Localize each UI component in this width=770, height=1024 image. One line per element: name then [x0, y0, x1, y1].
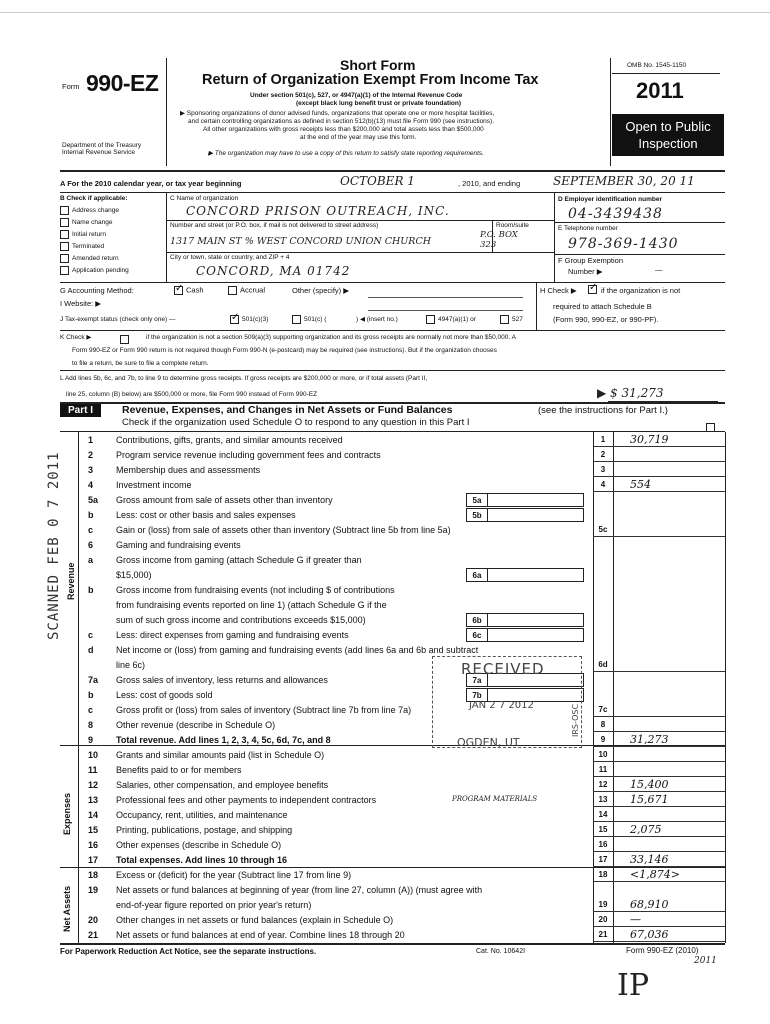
check-amended-return[interactable]: Amended return — [60, 254, 129, 266]
table-row — [60, 883, 760, 897]
row-number-box: 17 — [598, 855, 608, 864]
line-number: 8 — [88, 720, 94, 730]
table-row — [60, 463, 760, 477]
header-divider-left — [166, 58, 167, 166]
line-text: Net income or (loss) from gaming and fundraising events (add lines 6a and 6b and subtract — [116, 645, 479, 655]
other-method-line — [368, 297, 523, 298]
amount-field[interactable]: 15,400 — [630, 778, 669, 791]
part1-bottom-rule — [60, 943, 725, 945]
inner-amount-field[interactable] — [488, 568, 584, 582]
table-row — [60, 628, 760, 642]
revenue-side-label: Revenue — [66, 562, 76, 600]
amount-field[interactable]: 554 — [630, 478, 651, 491]
line-number: c — [88, 630, 94, 640]
header-divider-right — [610, 58, 611, 166]
row-number-box: 8 — [600, 720, 606, 729]
amount-field[interactable]: 15,671 — [630, 793, 669, 806]
sponsoring-note-4: at the end of the year may use this form. — [300, 134, 417, 141]
amount-field[interactable]: 30,719 — [630, 433, 669, 446]
phone-value[interactable]: 978-369-1430 — [568, 236, 679, 252]
tax-year-end: SEPTEMBER 30, 20 11 — [553, 174, 695, 188]
table-row — [60, 808, 760, 822]
table-row — [60, 538, 760, 552]
line-number: 15 — [88, 825, 99, 835]
line-number: c — [88, 705, 94, 715]
room-label: Room/suite — [496, 222, 529, 229]
line-text: Contributions, gifts, grants, and similar amounts received — [116, 435, 343, 445]
line-text: Less: cost of goods sold — [116, 690, 213, 700]
check-application-pending[interactable]: Application pending — [60, 266, 129, 278]
line-number: 18 — [88, 870, 99, 880]
line-number: d — [88, 645, 94, 655]
cat-number: Cat. No. 10642I — [476, 948, 526, 955]
table-row — [60, 898, 760, 912]
website-label: I Website: ▶ — [60, 299, 102, 308]
table-row — [60, 868, 760, 882]
line-text: Occupancy, rent, utilities, and maintenance — [116, 810, 288, 820]
inner-amount-field[interactable] — [488, 613, 584, 627]
line-number: 5a — [88, 495, 99, 505]
line-number: 6 — [88, 540, 94, 550]
line-text: Gross income from fundraising events (not including $ of contributions — [116, 585, 395, 595]
j-501c[interactable]: 501(c) ( — [292, 315, 326, 324]
schedule-b-checkbox[interactable]: ✓ — [589, 282, 598, 293]
k-label: K Check ▶ — [60, 334, 92, 341]
table-row — [60, 523, 760, 537]
omb-rule — [612, 73, 720, 74]
row-number-box: 5c — [598, 525, 608, 534]
part1-rule — [60, 431, 725, 432]
check-address-change[interactable]: Address change — [60, 206, 129, 218]
table-row — [60, 508, 760, 522]
cash-option[interactable]: ✓ Cash — [175, 283, 204, 295]
line-number: 7a — [88, 675, 99, 685]
amount-field[interactable]: 68,910 — [630, 898, 669, 911]
page-title: Return of Organization Exempt From Income Tax — [202, 72, 539, 88]
street-address[interactable]: 1317 MAIN ST % WEST CONCORD UNION CHURCH — [170, 236, 432, 247]
row-number-box: 16 — [598, 840, 608, 849]
b-label: B Check if applicable: — [60, 195, 128, 202]
line-number: 20 — [88, 915, 99, 925]
e-label: E Telephone number — [558, 225, 618, 232]
line-number: b — [88, 690, 94, 700]
line-text: Gross profit or (loss) from sales of inventory (Subtract line 7b from line 7a) — [116, 705, 412, 715]
row-number-box: 11 — [598, 765, 608, 774]
handwritten-year: 2011 — [694, 956, 717, 966]
inner-box-label: 5b — [466, 508, 488, 522]
k-text-2: Form 990-EZ or Form 990 return is not required though Form 990-N (e-postcard) may be required (see instructions). But if the organization chooses — [72, 347, 497, 354]
org-name[interactable]: CONCORD PRISON OUTREACH, INC. — [186, 204, 450, 218]
line-text: Professional fees and other payments to independent contractors — [116, 795, 377, 805]
table-row — [60, 568, 760, 582]
table-row — [60, 823, 760, 837]
line-number: 2 — [88, 450, 94, 460]
header-rule — [60, 170, 725, 172]
row-number-box: 1 — [600, 435, 606, 444]
handwritten-initials: IP — [617, 968, 650, 1003]
handwritten-note: PROGRAM MATERIALS — [452, 795, 538, 803]
street-label: Number and street (or P.O. box, if mail is not delivered to street address) — [170, 222, 379, 229]
table-row — [60, 493, 760, 507]
open-to-public-badge: Open to Public Inspection — [612, 114, 724, 156]
part1-check-line: Check if the organization used Schedule O to respond to any question in this Part I — [122, 417, 470, 428]
line-text: Other changes in net assets or fund balances (explain in Schedule O) — [116, 915, 394, 925]
form-number: 990-EZ — [86, 70, 159, 96]
table-row — [60, 778, 760, 792]
website-line — [368, 310, 523, 311]
line-text: Grants and similar amounts paid (list in Schedule O) — [116, 750, 325, 760]
scanned-stamp: SCANNED FEB 0 7 2011 — [46, 451, 62, 640]
check-terminated[interactable]: Terminated — [60, 242, 129, 254]
check-initial-return[interactable]: Initial return — [60, 230, 129, 242]
line-number: 11 — [88, 765, 98, 775]
ein-value[interactable]: 04-3439438 — [568, 206, 663, 222]
inner-box-label: 6a — [466, 568, 488, 582]
j-insert: ) ◀ (insert no.) — [356, 316, 398, 323]
copy-note: ▶ The organization may have to use a copy of this return to satisfy state reporting requirements. — [208, 150, 484, 157]
c-rule-1 — [166, 220, 554, 221]
table-row — [60, 703, 760, 717]
inner-box-label: 6b — [466, 613, 488, 627]
line-text: from fundraising events reported on line 1) (attach Schedule G if the — [116, 600, 387, 610]
gross-receipts-value[interactable]: ▶ $ 31,273 — [597, 386, 664, 400]
line-number: 16 — [88, 840, 99, 850]
table-row — [60, 583, 760, 597]
c-rule-2 — [166, 252, 554, 253]
net-assets-side-label: Net Assets — [62, 885, 72, 932]
line-text: Gain or (loss) from sale of assets other than inventory (Subtract line 5b from line 5a) — [116, 525, 451, 535]
omb-number: OMB No. 1545-1150 — [627, 62, 687, 69]
line-text: Other revenue (describe in Schedule O) — [116, 720, 276, 730]
amount-field[interactable]: — — [630, 913, 641, 926]
line-text: Other expenses (describe in Schedule O) — [116, 840, 282, 850]
c-bottom-rule — [60, 282, 725, 283]
scan-edge — [0, 12, 770, 13]
h-label: H Check ▶ — [540, 286, 577, 295]
line-number: 14 — [88, 810, 99, 820]
line-text: Membership dues and assessments — [116, 465, 261, 475]
k-text-3: to file a return, be sure to file a complete return. — [72, 360, 209, 367]
line-number: 21 — [88, 930, 99, 940]
h-text-3: (Form 990, 990-EZ, or 990-PF). — [553, 315, 659, 324]
row-number-box: 21 — [598, 930, 608, 939]
line-number: 3 — [88, 465, 94, 475]
form-prefix: Form — [62, 82, 80, 91]
line-text: Excess or (deficit) for the year (Subtract line 17 from line 9) — [116, 870, 352, 880]
row-number-box: 15 — [598, 825, 608, 834]
received-city: OGDEN, UT — [457, 736, 520, 749]
department: Department of the Treasury Internal Revenue Service — [62, 142, 142, 157]
line-text: Total expenses. Add lines 10 through 16 — [116, 855, 288, 865]
j-label: J Tax-exempt status (check only one) — — [60, 316, 176, 323]
table-row — [60, 613, 760, 627]
j-501c3[interactable]: ✓ 501(c)(3) — [231, 312, 269, 324]
table-row — [60, 838, 760, 852]
c-label: C Name of organization — [170, 195, 239, 202]
row-number-box: 4 — [600, 480, 606, 489]
inner-box-label: 7a — [466, 673, 488, 687]
other-method: Other (specify) ▶ — [292, 286, 350, 295]
line-text: Net assets or fund balances at beginning of year (from line 27, column (A)) (must agree with — [116, 885, 483, 895]
short-form-title: Short Form — [340, 57, 416, 73]
row-number-box: 19 — [598, 900, 608, 909]
received-text: RECEIVED — [461, 660, 545, 678]
table-row — [60, 853, 760, 867]
sponsoring-note-3: All other organizations with gross receipts less than $200,000 and total assets less than $500,000 — [203, 126, 484, 133]
line-text: Gaming and fundraising events — [116, 540, 241, 550]
f-label: F Group Exemption — [558, 256, 624, 265]
table-row — [60, 658, 760, 672]
line-number: 1 — [88, 435, 94, 445]
sponsoring-note-2: and certain controlling organizations as defined in section 512(b)(13) must file Form 990 (see instructions). — [188, 118, 495, 125]
line-number: 4 — [88, 480, 94, 490]
city-label: City or town, state or country, and ZIP + 4 — [170, 254, 290, 261]
line-text: Total revenue. Add lines 1, 2, 3, 4, 5c, 6d, 7c, and 8 — [116, 735, 331, 745]
line-number: b — [88, 585, 94, 595]
j-rule — [60, 330, 725, 331]
under-section-2: (except black lung benefit trust or private foundation) — [296, 100, 462, 107]
l-text: L Add lines 5b, 6c, and 7b, to line 9 to determine gross receipts. If gross receipts are $200,000 or more, or if total assets (Part II, — [60, 375, 428, 382]
table-row — [60, 928, 760, 942]
line-text: Gross income from gaming (attach Schedule G if greater than — [116, 555, 362, 565]
table-row — [60, 433, 760, 447]
line-text: Printing, publications, postage, and shipping — [116, 825, 293, 835]
row-number-box: 12 — [598, 780, 608, 789]
received-date: JAN 2 7 2012 — [469, 700, 534, 711]
line-text: $15,000) — [116, 570, 152, 580]
b-check-list — [60, 206, 129, 278]
row-number-box: 6d — [598, 660, 608, 669]
row-number-box: 9 — [600, 735, 606, 744]
table-row — [60, 448, 760, 462]
row-number-box: 3 — [600, 465, 606, 474]
f-number: Number ▶ — [568, 267, 603, 276]
h-text-2: required to attach Schedule B — [553, 302, 652, 311]
inner-box-label: 6c — [466, 628, 488, 642]
line-text: Salaries, other compensation, and employee benefits — [116, 780, 329, 790]
amount-field[interactable]: 2,075 — [630, 823, 662, 836]
a-mid: , 2010, and ending — [458, 179, 521, 188]
inner-box-label: 7b — [466, 688, 488, 702]
amount-field[interactable]: 31,273 — [630, 733, 669, 746]
e-rule — [554, 254, 725, 255]
expenses-side-label: Expenses — [62, 792, 72, 835]
row-number-box: 20 — [598, 915, 608, 924]
inner-amount-field[interactable] — [488, 493, 584, 507]
inner-amount-field[interactable] — [488, 508, 584, 522]
table-row — [60, 763, 760, 777]
check-name-change[interactable]: Name change — [60, 218, 129, 230]
line-number: 17 — [88, 855, 99, 865]
line-number: 19 — [88, 885, 99, 895]
part1-title-2: (see the instructions for Part I.) — [538, 405, 668, 416]
amount-field[interactable]: 67,036 — [630, 928, 669, 941]
cash-checkbox[interactable]: ✓ — [175, 283, 184, 294]
c-left-rule — [166, 192, 167, 282]
a-rule — [60, 192, 725, 193]
table-row — [60, 478, 760, 492]
sponsoring-note: ▶ Sponsoring organizations of donor advised funds, organizations that operate one or more hospital facilities, — [180, 110, 495, 117]
row-number-box: 7c — [598, 705, 608, 714]
table-row — [60, 718, 760, 732]
amount-field[interactable]: 33,146 — [630, 853, 669, 866]
k-text: if the organization is not a section 509(a)(3) supporting organization and its gross receipts are normally not more than $50,000. A — [146, 334, 516, 341]
inner-box-label: 5a — [466, 493, 488, 507]
line-text: sum of such gross income and contributions exceeds $15,000) — [116, 615, 366, 625]
line-text: Investment income — [116, 480, 192, 490]
line-number: c — [88, 525, 94, 535]
paperwork-notice: For Paperwork Reduction Act Notice, see the separate instructions. — [60, 947, 317, 956]
table-row — [60, 793, 760, 807]
irs-osc-text: IRS-OSC — [571, 703, 580, 737]
row-number-box: 18 — [598, 870, 608, 879]
table-row — [60, 553, 760, 567]
table-row — [60, 913, 760, 927]
received-stamp — [432, 656, 582, 748]
form-footer: Form 990-EZ (2010) — [626, 946, 699, 955]
a-label: A For the 2010 calendar year, or tax year beginning — [60, 179, 242, 188]
table-row — [60, 733, 760, 747]
line-number: 10 — [88, 750, 99, 760]
line-text: Gross amount from sale of assets other than inventory — [116, 495, 333, 505]
g-label: G Accounting Method: — [60, 286, 134, 295]
line-text: Benefits paid to or for members — [116, 765, 242, 775]
h-rule — [536, 282, 537, 330]
tax-year-begin: OCTOBER 1 — [340, 174, 415, 188]
table-row — [60, 748, 760, 762]
line-number: 9 — [88, 735, 94, 745]
table-row — [60, 688, 760, 702]
table-row — [60, 598, 760, 612]
line-number: a — [88, 555, 94, 565]
line-text: Less: cost or other basis and sales expenses — [116, 510, 296, 520]
j-4947[interactable]: 4947(a)(1) or — [426, 315, 476, 324]
d-label: D Employer identification number — [558, 196, 663, 203]
line-text: Net assets or fund balances at end of year. Combine lines 18 through 20 — [116, 930, 405, 940]
line-number: 12 — [88, 780, 99, 790]
inner-amount-field[interactable] — [488, 628, 584, 642]
city-state-zip[interactable]: CONCORD, MA 01742 — [196, 264, 351, 278]
line-text: Less: direct expenses from gaming and fundraising events — [116, 630, 349, 640]
row-number-box: 10 — [598, 750, 608, 759]
k-rule — [60, 370, 725, 371]
under-section: Under section 501(c), 527, or 4947(a)(1) of the Internal Revenue Code — [250, 92, 463, 99]
accrual-option[interactable]: Accrual — [228, 286, 265, 295]
line-text: end-of-year figure reported on prior year's return) — [116, 900, 312, 910]
row-number-box: 13 — [598, 795, 608, 804]
c-right-rule — [554, 192, 555, 282]
line-number: 13 — [88, 795, 99, 805]
line-text: line 6c) — [116, 660, 146, 670]
d-rule — [554, 222, 725, 223]
po-box[interactable]: P.O. BOX 323 — [480, 230, 518, 250]
part1-title: Revenue, Expenses, and Changes in Net Assets or Fund Balances — [122, 404, 453, 416]
table-row — [60, 673, 760, 687]
l-text-2: line 25, column (B) below) are $500,000 or more, file Form 990 instead of Form 990-EZ — [66, 391, 318, 398]
amount-field[interactable]: <1,874> — [630, 868, 680, 881]
line-text: Program service revenue including government fees and contracts — [116, 450, 381, 460]
line-text: Gross sales of inventory, less returns and allowances — [116, 675, 328, 685]
h-text: if the organization is not — [601, 286, 681, 295]
table-row — [60, 643, 760, 657]
line-number: b — [88, 510, 94, 520]
part1-tag: Part I — [60, 404, 101, 417]
f-dash: — — [655, 265, 663, 274]
row-number-box: 2 — [600, 450, 606, 459]
tax-year: 2011 — [636, 78, 684, 103]
row-number-box: 14 — [598, 810, 608, 819]
j-527[interactable]: 527 — [500, 315, 523, 324]
